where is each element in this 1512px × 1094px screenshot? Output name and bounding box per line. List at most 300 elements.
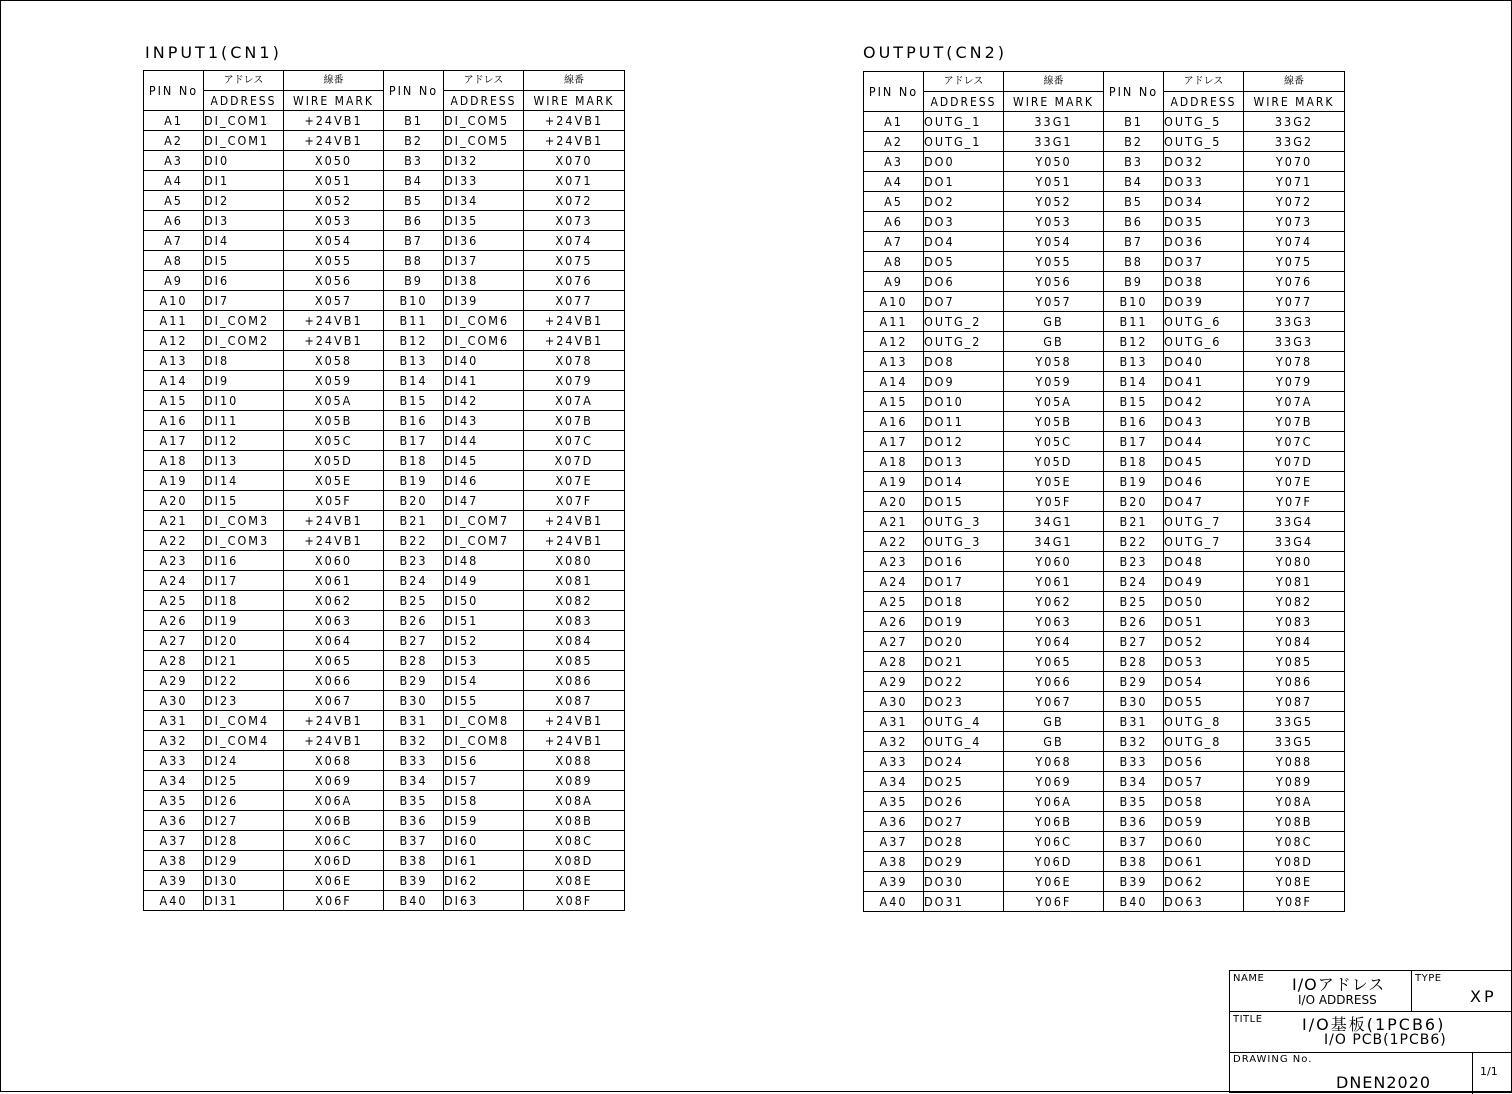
address-a-cell: DI_COM4 bbox=[204, 731, 284, 751]
wire-mark-b-cell: X077 bbox=[524, 291, 625, 311]
wire-mark-a-cell: +24VB1 bbox=[284, 731, 384, 751]
table-row bbox=[864, 892, 1345, 912]
pin-b-cell: B33 bbox=[1104, 752, 1164, 772]
address-a-cell: DI9 bbox=[204, 371, 284, 391]
drawing-cell bbox=[1229, 1052, 1512, 1093]
table-row bbox=[144, 551, 625, 571]
pin-b-cell: B22 bbox=[1104, 532, 1164, 552]
address-a-cell: OUTG_1 bbox=[924, 112, 1004, 132]
address-header-jp: アドレス bbox=[463, 74, 504, 86]
wire-mark-b-cell: Y08B bbox=[1244, 812, 1345, 832]
wire-mark-a-cell: 34G1 bbox=[1004, 512, 1104, 532]
pin-b-cell: B6 bbox=[1104, 212, 1164, 232]
address-a-cell: DI13 bbox=[204, 451, 284, 471]
table-row bbox=[144, 851, 625, 871]
pin-a-cell: A15 bbox=[864, 392, 924, 412]
pin-a-cell: A4 bbox=[144, 171, 204, 191]
wire-mark-a-cell: Y052 bbox=[1004, 192, 1104, 212]
table-row bbox=[864, 392, 1345, 412]
address-a-cell: DI_COM1 bbox=[204, 131, 284, 151]
address-a-cell: DO1 bbox=[924, 172, 1004, 192]
address-b-cell: DO56 bbox=[1164, 752, 1244, 772]
address-a-cell: DI21 bbox=[204, 651, 284, 671]
pin-b-cell: B16 bbox=[384, 411, 444, 431]
address-b-cell: DO38 bbox=[1164, 272, 1244, 292]
table-row bbox=[864, 152, 1345, 172]
wire-mark-a-cell: Y067 bbox=[1004, 692, 1104, 712]
wire-mark-a-cell: GB bbox=[1004, 332, 1104, 352]
wire-mark-b-cell: Y086 bbox=[1244, 672, 1345, 692]
address-b-cell: DI62 bbox=[444, 871, 524, 891]
address-b-cell: DI56 bbox=[444, 751, 524, 771]
wire-mark-a-cell: Y05E bbox=[1004, 472, 1104, 492]
pin-a-cell: A30 bbox=[144, 691, 204, 711]
address-a-cell: DI18 bbox=[204, 591, 284, 611]
address-b-cell: OUTG_6 bbox=[1164, 332, 1244, 352]
table-row bbox=[144, 131, 625, 151]
address-a-cell: OUTG_4 bbox=[924, 712, 1004, 732]
wire-header-jp: 線番 bbox=[564, 74, 584, 86]
address-a-cell: DO9 bbox=[924, 372, 1004, 392]
pin-a-cell: A23 bbox=[864, 552, 924, 572]
type-label: TYPE bbox=[1415, 973, 1442, 984]
pin-b-cell: B17 bbox=[1104, 432, 1164, 452]
pin-a-cell: A15 bbox=[144, 391, 204, 411]
input-header-row bbox=[144, 71, 625, 91]
wire-mark-a-cell: Y06C bbox=[1004, 832, 1104, 852]
pin-a-cell: A17 bbox=[144, 431, 204, 451]
wire-mark-b-cell: X075 bbox=[524, 251, 625, 271]
pin-b-cell: B4 bbox=[1104, 172, 1164, 192]
pin-b-cell: B17 bbox=[384, 431, 444, 451]
wire-mark-b-cell: 33G5 bbox=[1244, 732, 1345, 752]
table-row bbox=[144, 871, 625, 891]
address-b-cell: DO58 bbox=[1164, 792, 1244, 812]
pin-b-cell: B32 bbox=[384, 731, 444, 751]
wire-mark-a-cell: X06A bbox=[284, 791, 384, 811]
wire-mark-b-cell: Y08E bbox=[1244, 872, 1345, 892]
wire-mark-a-cell: X067 bbox=[284, 691, 384, 711]
pin-b-cell: B22 bbox=[384, 531, 444, 551]
pin-b-cell: B34 bbox=[384, 771, 444, 791]
address-a-cell: DO29 bbox=[924, 852, 1004, 872]
address-a-cell: DO8 bbox=[924, 352, 1004, 372]
address-a-cell: DI23 bbox=[204, 691, 284, 711]
address-b-cell: DI_COM7 bbox=[444, 511, 524, 531]
address-a-cell: DI29 bbox=[204, 851, 284, 871]
table-row bbox=[144, 411, 625, 431]
pin-b-cell: B10 bbox=[1104, 292, 1164, 312]
pin-a-cell: A8 bbox=[144, 251, 204, 271]
wire-mark-b-cell: 33G4 bbox=[1244, 512, 1345, 532]
table-row bbox=[864, 372, 1345, 392]
address-a-cell: DO6 bbox=[924, 272, 1004, 292]
pin-b-cell: B24 bbox=[1104, 572, 1164, 592]
address-a-cell: OUTG_1 bbox=[924, 132, 1004, 152]
pin-a-cell: A20 bbox=[864, 492, 924, 512]
wire-mark-b-cell: X070 bbox=[524, 151, 625, 171]
wire-mark-b-cell: Y07B bbox=[1244, 412, 1345, 432]
table-row bbox=[144, 271, 625, 291]
pin-a-cell: A19 bbox=[864, 472, 924, 492]
pin-a-cell: A9 bbox=[144, 271, 204, 291]
wire-header-en: WIRE MARK bbox=[1253, 94, 1335, 109]
address-b-cell: DI_COM6 bbox=[444, 311, 524, 331]
pin-b-cell: B19 bbox=[384, 471, 444, 491]
address-b-cell: DO50 bbox=[1164, 592, 1244, 612]
pin-a-cell: A35 bbox=[864, 792, 924, 812]
pin-a-cell: A29 bbox=[864, 672, 924, 692]
pin-b-cell: B1 bbox=[1104, 112, 1164, 132]
wire-mark-a-cell: Y056 bbox=[1004, 272, 1104, 292]
title-block bbox=[1229, 970, 1512, 1093]
title-value-en: I/O PCB(1PCB6) bbox=[1324, 1032, 1447, 1048]
pin-b-cell: B15 bbox=[1104, 392, 1164, 412]
pin-b-cell: B3 bbox=[384, 151, 444, 171]
table-row bbox=[864, 132, 1345, 152]
wire-mark-a-cell: X053 bbox=[284, 211, 384, 231]
pin-a-cell: A13 bbox=[144, 351, 204, 371]
pin-a-cell: A24 bbox=[864, 572, 924, 592]
pin-header: PIN No bbox=[1104, 72, 1164, 112]
address-b-cell: DI50 bbox=[444, 591, 524, 611]
table-row bbox=[144, 691, 625, 711]
table-row bbox=[144, 611, 625, 631]
wire-mark-b-cell: Y071 bbox=[1244, 172, 1345, 192]
drawing-number: DNEN2020 bbox=[1336, 1073, 1432, 1092]
wire-mark-a-cell: X05A bbox=[284, 391, 384, 411]
wire-mark-a-cell: X05C bbox=[284, 431, 384, 451]
address-b-cell: DO44 bbox=[1164, 432, 1244, 452]
pin-b-cell: B6 bbox=[384, 211, 444, 231]
pin-a-cell: A29 bbox=[144, 671, 204, 691]
address-a-cell: DO23 bbox=[924, 692, 1004, 712]
wire-mark-a-cell: Y06F bbox=[1004, 892, 1104, 912]
address-a-cell: OUTG_2 bbox=[924, 332, 1004, 352]
address-a-cell: DI25 bbox=[204, 771, 284, 791]
address-b-cell: DI36 bbox=[444, 231, 524, 251]
wire-mark-a-cell: 33G1 bbox=[1004, 132, 1104, 152]
address-a-cell: DO28 bbox=[924, 832, 1004, 852]
pin-a-cell: A32 bbox=[144, 731, 204, 751]
wire-mark-a-cell: Y054 bbox=[1004, 232, 1104, 252]
pin-a-cell: A13 bbox=[864, 352, 924, 372]
wire-mark-b-cell: X08C bbox=[524, 831, 625, 851]
wire-mark-b-cell: Y070 bbox=[1244, 152, 1345, 172]
address-b-cell: DI58 bbox=[444, 791, 524, 811]
address-a-cell: DI_COM3 bbox=[204, 531, 284, 551]
address-b-cell: DI57 bbox=[444, 771, 524, 791]
pin-b-cell: B11 bbox=[384, 311, 444, 331]
wire-mark-b-cell: 33G5 bbox=[1244, 712, 1345, 732]
pin-b-cell: B37 bbox=[1104, 832, 1164, 852]
address-a-cell: DO5 bbox=[924, 252, 1004, 272]
wire-mark-b-cell: Y08F bbox=[1244, 892, 1345, 912]
wire-mark-b-cell: Y080 bbox=[1244, 552, 1345, 572]
address-a-cell: DI16 bbox=[204, 551, 284, 571]
pin-b-cell: B5 bbox=[384, 191, 444, 211]
pin-header: PIN No bbox=[864, 72, 924, 112]
address-a-cell: DO11 bbox=[924, 412, 1004, 432]
table-row bbox=[144, 651, 625, 671]
address-b-cell: DO40 bbox=[1164, 352, 1244, 372]
pin-a-cell: A8 bbox=[864, 252, 924, 272]
wire-mark-b-cell: Y073 bbox=[1244, 212, 1345, 232]
wire-mark-b-cell: 33G3 bbox=[1244, 312, 1345, 332]
wire-mark-b-cell: +24VB1 bbox=[524, 531, 625, 551]
wire-mark-b-cell: X073 bbox=[524, 211, 625, 231]
wire-mark-b-cell: X08B bbox=[524, 811, 625, 831]
table-row bbox=[144, 831, 625, 851]
address-b-cell: DO45 bbox=[1164, 452, 1244, 472]
wire-mark-b-cell: X07B bbox=[524, 411, 625, 431]
wire-mark-a-cell: Y053 bbox=[1004, 212, 1104, 232]
address-a-cell: DI10 bbox=[204, 391, 284, 411]
address-b-cell: OUTG_8 bbox=[1164, 732, 1244, 752]
pin-a-cell: A25 bbox=[144, 591, 204, 611]
wire-mark-a-cell: Y065 bbox=[1004, 652, 1104, 672]
wire-mark-a-cell: X061 bbox=[284, 571, 384, 591]
wire-header-jp: 線番 bbox=[1043, 75, 1064, 87]
address-a-cell: DI_COM2 bbox=[204, 331, 284, 351]
address-b-cell: DO42 bbox=[1164, 392, 1244, 412]
address-a-cell: DI8 bbox=[204, 351, 284, 371]
wire-mark-a-cell: Y055 bbox=[1004, 252, 1104, 272]
pin-a-cell: A39 bbox=[144, 871, 204, 891]
name-label: NAME bbox=[1233, 973, 1265, 984]
address-b-cell: DI55 bbox=[444, 691, 524, 711]
address-a-cell: DO3 bbox=[924, 212, 1004, 232]
pin-a-cell: A11 bbox=[144, 311, 204, 331]
wire-mark-b-cell: Y07E bbox=[1244, 472, 1345, 492]
pin-b-cell: B5 bbox=[1104, 192, 1164, 212]
name-cell bbox=[1229, 970, 1412, 1012]
address-b-cell: DI_COM5 bbox=[444, 131, 524, 151]
address-b-cell: DI35 bbox=[444, 211, 524, 231]
wire-mark-b-cell: +24VB1 bbox=[524, 311, 625, 331]
pin-b-cell: B25 bbox=[1104, 592, 1164, 612]
wire-mark-b-cell: +24VB1 bbox=[524, 711, 625, 731]
type-value: XP bbox=[1470, 987, 1497, 1006]
address-a-cell: DI17 bbox=[204, 571, 284, 591]
pin-a-cell: A27 bbox=[144, 631, 204, 651]
wire-mark-a-cell: X066 bbox=[284, 671, 384, 691]
address-b-cell: DI60 bbox=[444, 831, 524, 851]
table-row bbox=[864, 232, 1345, 252]
table-row bbox=[864, 112, 1345, 132]
wire-mark-a-cell: X064 bbox=[284, 631, 384, 651]
wire-mark-a-cell: X065 bbox=[284, 651, 384, 671]
pin-a-cell: A31 bbox=[144, 711, 204, 731]
wire-mark-b-cell: Y07C bbox=[1244, 432, 1345, 452]
wire-mark-a-cell: Y063 bbox=[1004, 612, 1104, 632]
address-b-cell: DO54 bbox=[1164, 672, 1244, 692]
pin-b-cell: B26 bbox=[1104, 612, 1164, 632]
pin-a-cell: A18 bbox=[864, 452, 924, 472]
pin-a-cell: A16 bbox=[864, 412, 924, 432]
address-b-cell: DO60 bbox=[1164, 832, 1244, 852]
address-a-cell: DO22 bbox=[924, 672, 1004, 692]
wire-mark-b-cell: X08F bbox=[524, 891, 625, 911]
address-b-cell: OUTG_5 bbox=[1164, 112, 1244, 132]
pin-b-cell: B39 bbox=[384, 871, 444, 891]
table-row bbox=[144, 211, 625, 231]
table-row bbox=[144, 371, 625, 391]
pin-b-cell: B31 bbox=[1104, 712, 1164, 732]
address-a-cell: DI3 bbox=[204, 211, 284, 231]
title-value-jp: I/O基板(1PCB6) bbox=[1302, 1015, 1446, 1034]
address-b-cell: DO35 bbox=[1164, 212, 1244, 232]
table-row bbox=[144, 731, 625, 751]
address-b-cell: DI47 bbox=[444, 491, 524, 511]
pin-b-cell: B13 bbox=[1104, 352, 1164, 372]
pin-a-cell: A12 bbox=[864, 332, 924, 352]
address-a-cell: DI2 bbox=[204, 191, 284, 211]
address-b-cell: DO51 bbox=[1164, 612, 1244, 632]
address-a-cell: OUTG_2 bbox=[924, 312, 1004, 332]
address-b-cell: DI39 bbox=[444, 291, 524, 311]
address-a-cell: DO12 bbox=[924, 432, 1004, 452]
wire-mark-b-cell: Y076 bbox=[1244, 272, 1345, 292]
wire-mark-a-cell: Y061 bbox=[1004, 572, 1104, 592]
wire-mark-a-cell: +24VB1 bbox=[284, 511, 384, 531]
wire-mark-b-cell: Y084 bbox=[1244, 632, 1345, 652]
address-a-cell: DI4 bbox=[204, 231, 284, 251]
address-a-cell: OUTG_4 bbox=[924, 732, 1004, 752]
pin-b-cell: B2 bbox=[384, 131, 444, 151]
address-b-cell: DI42 bbox=[444, 391, 524, 411]
address-header-jp: アドレス bbox=[943, 75, 984, 87]
address-b-cell: DO46 bbox=[1164, 472, 1244, 492]
address-a-cell: OUTG_3 bbox=[924, 512, 1004, 532]
wire-mark-b-cell: Y075 bbox=[1244, 252, 1345, 272]
wire-mark-b-cell: Y087 bbox=[1244, 692, 1345, 712]
wire-mark-a-cell: Y05D bbox=[1004, 452, 1104, 472]
address-a-cell: DO26 bbox=[924, 792, 1004, 812]
pin-a-cell: A27 bbox=[864, 632, 924, 652]
table-row bbox=[864, 812, 1345, 832]
address-b-cell: DI_COM8 bbox=[444, 711, 524, 731]
pin-a-cell: A22 bbox=[144, 531, 204, 551]
pin-b-cell: B40 bbox=[384, 891, 444, 911]
wire-mark-b-cell: 33G2 bbox=[1244, 132, 1345, 152]
table-row bbox=[864, 612, 1345, 632]
table-row bbox=[864, 692, 1345, 712]
address-a-cell: DI15 bbox=[204, 491, 284, 511]
pin-a-cell: A35 bbox=[144, 791, 204, 811]
wire-mark-a-cell: X052 bbox=[284, 191, 384, 211]
address-a-cell: DI12 bbox=[204, 431, 284, 451]
table-row bbox=[144, 791, 625, 811]
address-b-cell: DI_COM8 bbox=[444, 731, 524, 751]
wire-mark-b-cell: X089 bbox=[524, 771, 625, 791]
address-a-cell: DO2 bbox=[924, 192, 1004, 212]
wire-mark-a-cell: Y06B bbox=[1004, 812, 1104, 832]
wire-mark-b-cell: X085 bbox=[524, 651, 625, 671]
address-b-cell: OUTG_8 bbox=[1164, 712, 1244, 732]
table-row bbox=[144, 111, 625, 131]
table-row bbox=[144, 331, 625, 351]
table-row bbox=[144, 671, 625, 691]
pin-b-cell: B14 bbox=[384, 371, 444, 391]
address-b-cell: DI51 bbox=[444, 611, 524, 631]
pin-a-cell: A40 bbox=[864, 892, 924, 912]
address-a-cell: DO15 bbox=[924, 492, 1004, 512]
input-table-title: INPUT1(CN1) bbox=[145, 43, 282, 62]
pin-b-cell: B29 bbox=[1104, 672, 1164, 692]
pin-b-cell: B11 bbox=[1104, 312, 1164, 332]
pin-a-cell: A21 bbox=[144, 511, 204, 531]
table-row bbox=[144, 811, 625, 831]
pin-a-cell: A25 bbox=[864, 592, 924, 612]
wire-mark-a-cell: X069 bbox=[284, 771, 384, 791]
address-b-cell: DO43 bbox=[1164, 412, 1244, 432]
wire-mark-b-cell: Y078 bbox=[1244, 352, 1345, 372]
input-table-body bbox=[144, 71, 625, 911]
wire-mark-b-cell: +24VB1 bbox=[524, 131, 625, 151]
pin-b-cell: B4 bbox=[384, 171, 444, 191]
wire-mark-b-cell: Y081 bbox=[1244, 572, 1345, 592]
wire-mark-a-cell: X06C bbox=[284, 831, 384, 851]
address-b-cell: DI_COM7 bbox=[444, 531, 524, 551]
pin-b-cell: B9 bbox=[384, 271, 444, 291]
pin-a-cell: A26 bbox=[144, 611, 204, 631]
table-row bbox=[144, 311, 625, 331]
address-b-cell: DI46 bbox=[444, 471, 524, 491]
wire-mark-a-cell: +24VB1 bbox=[284, 131, 384, 151]
pin-a-cell: A2 bbox=[864, 132, 924, 152]
pin-a-cell: A26 bbox=[864, 612, 924, 632]
wire-mark-a-cell: X05E bbox=[284, 471, 384, 491]
pin-b-cell: B21 bbox=[1104, 512, 1164, 532]
address-a-cell: DO17 bbox=[924, 572, 1004, 592]
table-row bbox=[864, 292, 1345, 312]
wire-mark-a-cell: X050 bbox=[284, 151, 384, 171]
wire-mark-b-cell: +24VB1 bbox=[524, 511, 625, 531]
title-cell bbox=[1229, 1011, 1512, 1053]
pin-a-cell: A30 bbox=[864, 692, 924, 712]
pin-b-cell: B23 bbox=[1104, 552, 1164, 572]
address-b-cell: DI44 bbox=[444, 431, 524, 451]
wire-mark-a-cell: 34G1 bbox=[1004, 532, 1104, 552]
pin-a-cell: A33 bbox=[144, 751, 204, 771]
table-row bbox=[864, 672, 1345, 692]
wire-mark-b-cell: X08E bbox=[524, 871, 625, 891]
wire-mark-a-cell: Y05B bbox=[1004, 412, 1104, 432]
address-b-cell: DI48 bbox=[444, 551, 524, 571]
table-row bbox=[144, 391, 625, 411]
pin-a-cell: A23 bbox=[144, 551, 204, 571]
table-row bbox=[864, 212, 1345, 232]
address-a-cell: DO7 bbox=[924, 292, 1004, 312]
address-b-cell: DO49 bbox=[1164, 572, 1244, 592]
wire-mark-b-cell: Y08C bbox=[1244, 832, 1345, 852]
wire-mark-a-cell: Y068 bbox=[1004, 752, 1104, 772]
pin-a-cell: A28 bbox=[144, 651, 204, 671]
pin-b-cell: B37 bbox=[384, 831, 444, 851]
pin-a-cell: A1 bbox=[864, 112, 924, 132]
wire-mark-b-cell: X07D bbox=[524, 451, 625, 471]
pin-a-cell: A40 bbox=[144, 891, 204, 911]
wire-mark-a-cell: Y05C bbox=[1004, 432, 1104, 452]
address-b-cell: DI63 bbox=[444, 891, 524, 911]
wire-header-en: WIRE MARK bbox=[1013, 94, 1094, 109]
pin-b-cell: B23 bbox=[384, 551, 444, 571]
address-b-cell: DO47 bbox=[1164, 492, 1244, 512]
address-a-cell: DO0 bbox=[924, 152, 1004, 172]
address-a-cell: DO25 bbox=[924, 772, 1004, 792]
address-a-cell: DO20 bbox=[924, 632, 1004, 652]
